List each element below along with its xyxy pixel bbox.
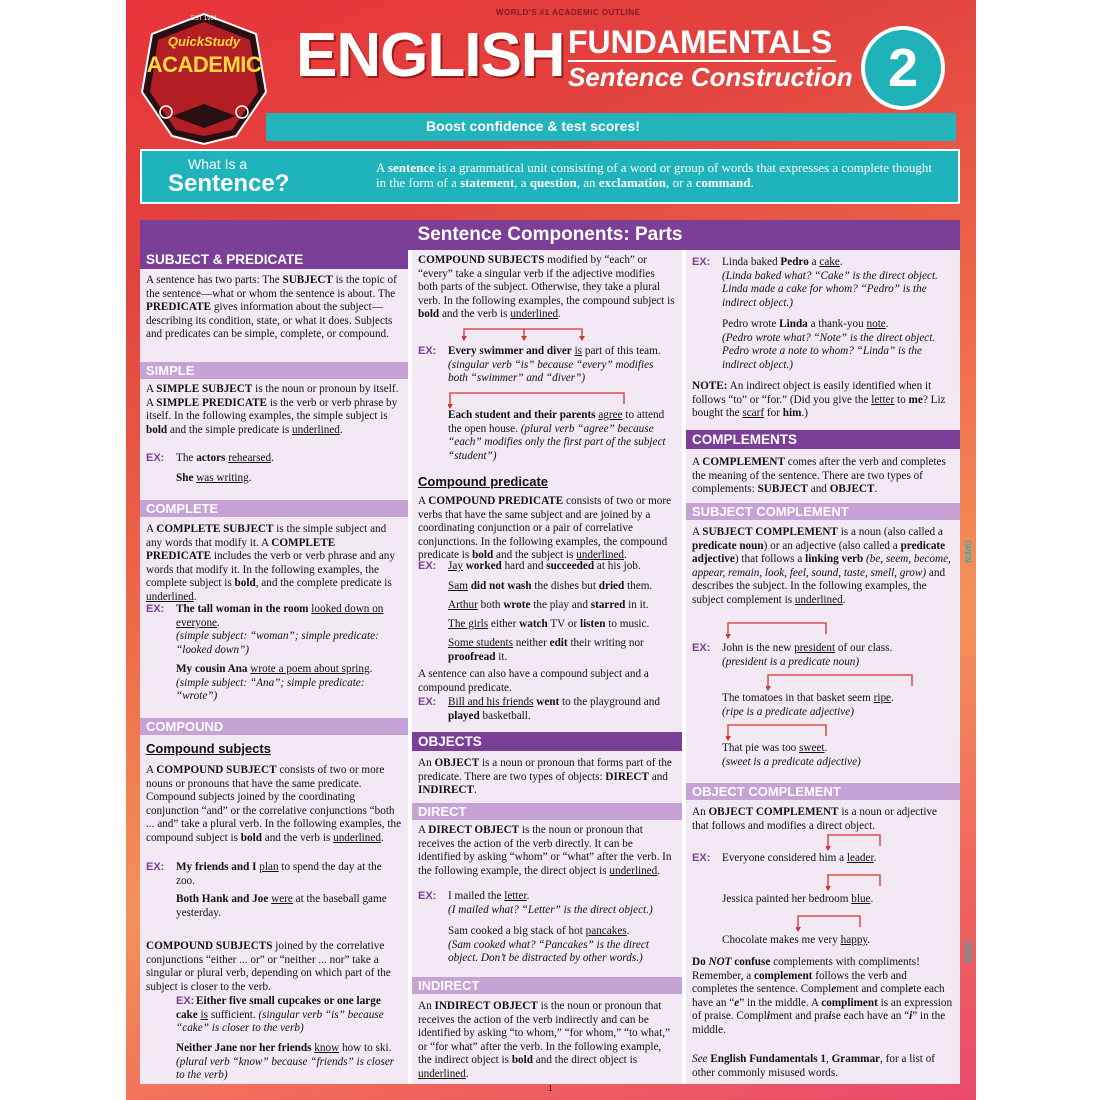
subsection-direct: DIRECT [412,803,682,820]
paragraph-object-complement: An OBJECT COMPLEMENT is a noun or adjective that follows and modifies a direct object. [692,806,937,832]
subsection-simple: SIMPLE [140,362,408,379]
complement-arrow [726,722,836,742]
ex-label: EX: [146,452,165,464]
paragraph-correlative: COMPOUND SUBJECTS joined by the correlative conjunctions “either ... or” or “neither ... nor” take a singular or plural verb, depending on which part of the subject is closer to the verb. [146,940,391,993]
subsection-indirect: INDIRECT [412,977,682,994]
column-right [686,250,960,1084]
ex-label: EX: [692,852,711,864]
paragraph-subject-predicate: A sentence has two parts: The SUBJECT is the topic of the sentence—what or whom the sentence is about. The PREDICATE gives information about the subject—describing its condition, state, or what it does. Subjects and predicates can be simple, complete, or compound. [146,274,397,341]
ex-label: EX: [418,345,437,357]
example-compound-predicate-3: Arthur both wrote the play and starred in it. [448,599,649,611]
example-subject-complement-3: That pie was too sweet. (sweet is a predicate adjective) [722,742,861,768]
agreement-arrow [462,326,592,342]
example-subject-complement-2: The tomatoes in that basket seem ripe. (ripe is a predicate adjective) [722,692,894,718]
example-object-complement-1: Everyone considered him a leader. [722,852,877,864]
example-simple-1: The actors rehearsed. [176,452,274,464]
example-object-complement-2: Jessica painted her bedroom blue. [722,893,874,905]
ex-label: EX: [692,256,711,268]
paragraph-confuse: Do NOT confuse complements with compliments! Remember, a complement follows the verb and completes the sentence. Complement and complete each have an “e” in the middle. A compliment is an expression of praise. Compliment and praise each have an “i” in the middle. [692,956,953,1036]
paragraph-complete: A COMPLETE SUBJECT is the simple subject and any words that modify it. A COMPLETE PREDICATE includes the verb or verb phrase and any words that modify it. In the following examples, the complete subject is bold, and the complete predicate is underlined. [146,523,395,603]
example-both: Bill and his friends went to the playground and played basketball. [448,696,660,722]
paragraph-objects: An OBJECT is a noun or pronoun that forms part of the predicate. There are two types of objects: DIRECT and INDIRECT. [418,757,672,797]
example-each-every-2: Each student and their parents agree to attend the open house. (plural verb “agree” because “each” modifies only the first part of the subject “student”) [448,409,666,462]
section-complements: COMPLEMENTS [686,430,960,449]
example-correlative-2: Neither Jane nor her friends know how to ski. (plural verb “know” because “friends” is closer to the verb) [176,1042,395,1082]
example-simple-2: She was writing. [176,472,252,484]
complement-arrow [726,620,836,640]
title-fundamentals: FUNDAMENTALS [568,24,833,60]
topic-compound-predicate: Compound predicate [418,474,549,489]
example-compound-2: Both Hank and Joe were at the baseball game yesterday. [176,893,387,919]
title-sentence-construction: Sentence Construction [568,62,853,92]
example-complete-1: The tall woman in the room looked down on everyone. (simple subject: “woman”; simple predicate: “looked down”) [176,603,384,656]
paragraph-compound: A COMPOUND SUBJECT consists of two or more nouns or pronouns that have the same predicate. Compound subjects joined by the coordinating conjunction “and” or the correlative conjunctions “both ... and” take a plural verb. In the following examples, the compound subject is bold and the verb is underlined. [146,764,402,844]
example-each-every-1: Every swimmer and diver is part of this team. (singular verb “is” because “every” modifies both “swimmer” and “diver”) [448,345,661,385]
brand-quickstudy: QuickStudy [167,34,241,49]
example-compound-predicate-2: Sam did not wash the dishes but dried them. [448,580,653,592]
example-object-complement-3: Chocolate makes me very happy. [722,934,871,946]
example-correlative-1: Either five small cupcakes or one large cake is sufficient. (singular verb “is” because “cake” is closer to the verb) [176,995,384,1035]
boost-text: Boost confidence & test scores! [426,118,640,134]
definition-question-line2: Sentence? [168,170,290,197]
paragraph-compound-predicate: A COMPOUND PREDICATE consists of two or more verbs that have the same subject and are joined by a coordinating conjunction or a pair of correlative conjunctions. In the following examples, the compound predicate is bold and the subject is underlined. [418,495,672,562]
ex-label: EX: [418,696,437,708]
example-indirect-1: Linda baked Pedro a cake. (Linda baked what? “Cake” is the direct object. Linda made a cake for whom? “Pedro” is the indirect object.) [722,256,938,309]
complement-arrow [826,832,886,852]
subsection-complete: COMPLETE [140,500,408,517]
tagline-top: WORLD'S #1 ACADEMIC OUTLINE [496,8,641,17]
paragraph-each-every: COMPOUND SUBJECTS modified by “each” or “every” take a singular verb if the adjective modifies both parts of the subject. Otherwise, they take a plural verb. In the following examples, the compound subject is bold and the verb is underlined. [418,254,675,321]
section-subject-predicate: SUBJECT & PREDICATE [140,250,408,269]
ex-label: EX: [692,642,711,654]
study-sheet [126,0,976,1100]
paragraph-see-also: See English Fundamentals 1, Grammar, for a list of other commonly misused words. [692,1053,936,1079]
complement-arrow [796,913,866,933]
ex-label: EX: [176,995,195,1007]
open-tab-upper: OPEN [963,540,972,563]
example-direct-2: Sam cooked a big stack of hot pancakes. (Sam cooked what? “Pancakes” is the direct object. Don’t be distracted by other words.) [448,925,649,965]
ex-label: EX: [146,861,165,873]
complement-arrow [766,672,916,692]
ex-label: EX: [418,890,437,902]
example-compound-1: My friends and I plan to spend the day at the zoo. [176,861,382,887]
paragraph-both: A sentence can also have a compound subject and a compound predicate. [418,668,649,694]
column-left [140,250,408,1084]
example-complete-2: My cousin Ana wrote a poem about spring. (simple subject: “Ana”; simple predicate: “wrote”) [176,663,373,703]
ex-label: EX: [418,560,437,572]
topic-compound-subjects: Compound subjects [146,741,271,756]
title-english: ENGLISH [296,21,565,90]
example-subject-complement-1: John is the new president of our class. (president is a predicate noun) [722,642,893,668]
open-tab-lower: OPEN [963,940,972,963]
brand-est: EST 1991 [190,16,218,22]
example-indirect-2: Pedro wrote Linda a thank-you note. (Pedro wrote what? “Note” is the direct object. Pedro wrote a note to whom? “Linda” is the indirect object.) [722,318,936,371]
subsection-subject-complement: SUBJECT COMPLEMENT [686,503,960,520]
paragraph-simple: A SIMPLE SUBJECT is the noun or pronoun by itself. A SIMPLE PREDICATE is the verb or verb phrase by itself. In the following examples, the simple subject is bold and the simple predicate is underlined. [146,383,399,436]
paragraph-indirect: An INDIRECT OBJECT is the noun or pronoun that receives the action of the verb indirectly and can be identified by asking “to whom,” “for whom,” “to what,” or “for what” after the verb. In the following example, the indirect object is bold and the direct object is underlined. [418,1000,670,1080]
definition-question-line1: What Is a [188,156,248,172]
complement-arrow [826,872,886,892]
agreement-arrow [448,390,628,410]
paragraph-direct: A DIRECT OBJECT is the noun or pronoun that receives the action of the verb directly. It can be identified by asking “whom” or “what” after the verb. In the following example, the direct object is underlined. [418,824,672,877]
volume-badge: 2 [861,26,945,110]
quickstudy-logo [138,12,270,146]
panel-heading: Sentence Components: Parts [140,220,960,250]
paragraph-note: NOTE: An indirect object is easily identified when it follows “to” or “for.” (Did you give the letter to me? Liz bought the scarf for him.) [692,380,946,420]
subsection-object-complement: OBJECT COMPLEMENT [686,783,960,800]
section-objects: OBJECTS [412,732,682,751]
definition-text: A sentence is a grammatical unit consisting of a word or group of words that expresses a complete thought in the form of a statement, a question, an exclamation, or a command. [376,160,932,190]
ex-label: EX: [146,603,165,615]
content-panel [140,220,960,1093]
brand-academic: ACADEMIC [146,52,262,77]
subsection-compound: COMPOUND [140,718,408,735]
example-compound-predicate-1: Jay worked hard and succeeded at his job. [448,560,641,572]
example-direct-1: I mailed the letter. (I mailed what? “Letter” is the direct object.) [448,890,653,916]
page-number: 1 [548,1084,553,1093]
column-middle [412,250,682,1084]
example-compound-predicate-4: The girls either watch TV or listen to music. [448,618,650,630]
paragraph-subject-complement: A SUBJECT COMPLEMENT is a noun (also called a predicate noun) or an adjective (also called a predicate adjective) that follows a linking verb (be, seem, become, appear, remain, look, feel, sound, taste, smell, grow) and describes the subject. In the following examples, the subject complement is underlined. [692,526,951,606]
paragraph-complements: A COMPLEMENT comes after the verb and completes the meaning of the sentence. There are two types of complements: SUBJECT and OBJECT. [692,456,946,496]
example-compound-predicate-5: Some students neither edit their writing nor proofread it. [448,637,644,663]
